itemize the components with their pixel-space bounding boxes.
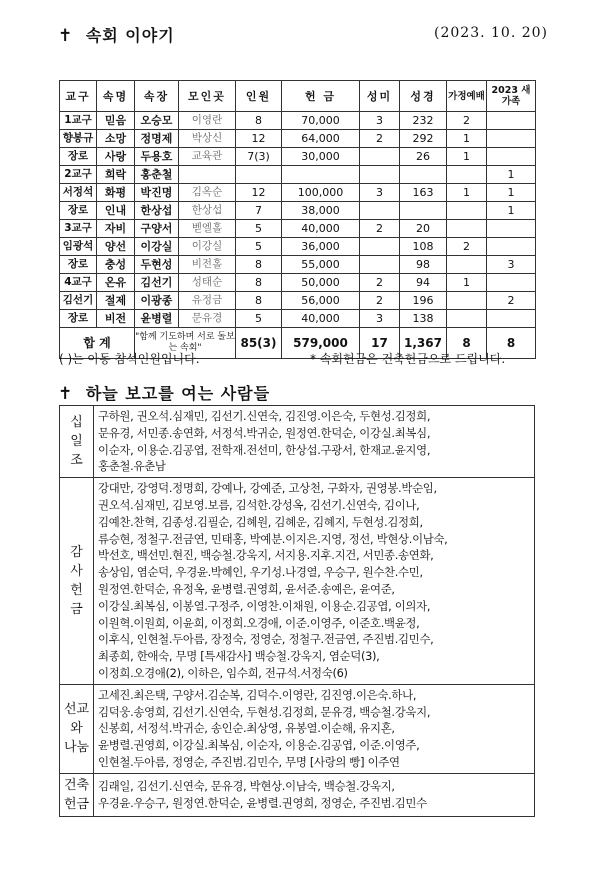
offering-amount: 64,000 <box>282 130 360 148</box>
donor-line: 송상임, 염순덕, 우경윤.박혜인, 우기성.나경열, 우승구, 원수찬.수민, <box>98 565 423 580</box>
meeting-place: 교육관 <box>179 148 236 166</box>
family-worship-count <box>447 166 487 184</box>
total-label: 합 계 <box>60 328 135 359</box>
rice-count: 3 <box>360 184 400 202</box>
donor-line: 원정연.한덕순, 유정옥, 윤병렬.권영희, 윤서준.송예은, 윤여준, <box>98 581 395 596</box>
offering-amount: 36,000 <box>282 238 360 256</box>
donor-line: 신봉희, 서정석.박귀순, 송인순.최상영, 유봉열.이순해, 유지혼, <box>98 721 395 736</box>
donor-line: 구하원, 권오석.심재민, 김선기.신연숙, 김진영.이은숙, 두현성.김정희, <box>98 409 431 423</box>
children-note: ( )는 아동 참석인원입니다. <box>59 352 200 366</box>
donor-line: 이후식, 인현철.두아름, 장정숙, 정영순, 정철구.전금연, 주진범.김민수, <box>98 632 434 647</box>
donor-category-label <box>60 478 94 685</box>
family-worship-count <box>447 220 487 238</box>
meeting-place: 김옥순 <box>179 184 236 202</box>
donor-line: 인현철.두아름, 정영순, 주진범.김민수, 무명 [사랑의 빵] 이주연 <box>98 754 400 769</box>
category-char: 사 <box>70 563 83 579</box>
donor-line: 권오석.심재민, 김보영.보름, 김석한.강성옥, 김선기.신연숙, 김이나, <box>98 497 420 512</box>
category-char: 금 <box>70 601 83 617</box>
donor-names <box>94 478 535 685</box>
leader-name: 두용호 <box>135 148 179 166</box>
leader-name: 구양서 <box>135 220 179 238</box>
category-char: 감 <box>70 544 83 560</box>
meeting-place: 이영란 <box>179 112 236 130</box>
column-header: 속명 <box>97 81 135 112</box>
family-worship-count <box>447 202 487 220</box>
meeting-place: 유정금 <box>179 292 236 310</box>
new-family-count: 2 <box>487 292 536 310</box>
cross-icon: ✝ <box>58 384 74 404</box>
rice-count <box>360 166 400 184</box>
district-cell: 장로 <box>60 310 97 328</box>
section-title-donors <box>58 381 270 404</box>
column-header: 인원 <box>236 81 282 112</box>
donor-line: 강대만, 강영덕.정명희, 강예나, 강예준, 고상천, 구화자, 권영봉.박순임, <box>98 481 437 496</box>
donor-line: 김덕웅.송영희, 김선기.신연숙, 두현성.김정희, 문유경, 백승철.강욱지, <box>98 704 431 719</box>
rice-count: 3 <box>360 310 400 328</box>
district-cell: 장로 <box>60 256 97 274</box>
table-row <box>60 202 536 220</box>
group-name: 자비 <box>97 220 135 238</box>
table-row <box>60 220 536 238</box>
group-name: 희락 <box>97 166 135 184</box>
meeting-place: 문유경 <box>179 310 236 328</box>
donor-category-row <box>60 406 535 478</box>
table-row <box>60 238 536 256</box>
attendance: 8 <box>236 112 282 130</box>
section-title-meetings <box>58 23 175 46</box>
family-worship-count <box>447 292 487 310</box>
district-cell: 장로 <box>60 148 97 166</box>
family-worship-count: 1 <box>447 184 487 202</box>
donor-line: 김래일, 김선기.신연숙, 문유경, 박현상.이남숙, 백승철.강욱지, <box>98 778 395 793</box>
column-header: 속장 <box>135 81 179 112</box>
meeting-table-header <box>60 81 536 112</box>
offering-amount: 56,000 <box>282 292 360 310</box>
column-header: 헌 금 <box>282 81 360 112</box>
district-cell: 서정석 <box>60 184 97 202</box>
section-title-text: 하늘 보고를 여는 사람들 <box>85 384 271 403</box>
attendance: 12 <box>236 184 282 202</box>
new-family-count <box>487 220 536 238</box>
report-date: (2023. 10. 20) <box>434 25 548 41</box>
donor-line: 우경윤.우승구, 원정연.한덕순, 윤병렬.권영희, 정영순, 주진범.김민수 <box>98 795 427 810</box>
district-cell: 김선기 <box>60 292 97 310</box>
new-family-count: 1 <box>487 184 536 202</box>
column-header: 가정예배 <box>447 81 487 112</box>
bible-count: 138 <box>400 310 447 328</box>
meeting-place <box>179 166 236 184</box>
donor-line: 고세진.최은택, 구양서.김순복, 김덕수.이영란, 김진영.이은숙.하나, <box>98 687 417 702</box>
table-row <box>60 274 536 292</box>
meeting-place: 비전홀 <box>179 256 236 274</box>
category-char: 헌금 <box>63 796 90 812</box>
donor-category-label <box>60 406 94 478</box>
leader-name: 이광종 <box>135 292 179 310</box>
attendance: 7(3) <box>236 148 282 166</box>
bible-count: 98 <box>400 256 447 274</box>
donor-line: 윤병렬.권영희, 이강실.최복심, 이순자, 이용순.김공엽, 이준.이영주, <box>98 738 420 753</box>
leader-name: 박진명 <box>135 184 179 202</box>
donor-line: 이순자, 이용순.김공엽, 전학재.전선미, 한상섭.구광서, 한재교.윤지영, <box>98 442 431 457</box>
table-row <box>60 184 536 202</box>
bible-count: 26 <box>400 148 447 166</box>
rice-count <box>360 256 400 274</box>
offering-amount: 40,000 <box>282 310 360 328</box>
leader-name: 두현성 <box>135 256 179 274</box>
group-name: 양선 <box>97 238 135 256</box>
table-row <box>60 256 536 274</box>
table-row <box>60 166 536 184</box>
rice-count <box>360 148 400 166</box>
donor-line: 최종희, 한애숙, 무명 [특새감사] 백승철.강욱지, 염순덕(3), <box>98 649 380 664</box>
table-row <box>60 310 536 328</box>
attendance: 5 <box>236 310 282 328</box>
category-char: 와 <box>70 721 83 737</box>
meeting-report-table <box>59 80 536 359</box>
group-name: 온유 <box>97 274 135 292</box>
offering-amount: 100,000 <box>282 184 360 202</box>
category-char: 선교 <box>63 702 90 718</box>
offering-amount <box>282 166 360 184</box>
leader-name: 오승모 <box>135 112 179 130</box>
meeting-place: 이강실 <box>179 238 236 256</box>
attendance: 12 <box>236 130 282 148</box>
table-row <box>60 112 536 130</box>
leader-name: 김선기 <box>135 274 179 292</box>
leader-name: 이강실 <box>135 238 179 256</box>
rice-count: 2 <box>360 274 400 292</box>
family-worship-count: 1 <box>447 274 487 292</box>
table-row <box>60 148 536 166</box>
column-header: 교구 <box>60 81 97 112</box>
group-name: 절제 <box>97 292 135 310</box>
group-name: 소망 <box>97 130 135 148</box>
donor-names <box>94 773 535 816</box>
leader-name: 한상섭 <box>135 202 179 220</box>
donor-category-label <box>60 773 94 816</box>
meeting-place: 벧엘홀 <box>179 220 236 238</box>
table-row <box>60 292 536 310</box>
bible-count: 20 <box>400 220 447 238</box>
attendance: 5 <box>236 238 282 256</box>
district-cell: 1교구 <box>60 112 97 130</box>
new-family-count: 1 <box>487 202 536 220</box>
attendance <box>236 166 282 184</box>
bible-count <box>400 202 447 220</box>
group-name: 비전 <box>97 310 135 328</box>
new-family-count <box>487 238 536 256</box>
offering-amount: 55,000 <box>282 256 360 274</box>
new-family-count <box>487 274 536 292</box>
total-family-worship: 8 <box>447 328 487 359</box>
cross-icon: ✝ <box>58 26 74 46</box>
meeting-place: 한상섭 <box>179 202 236 220</box>
bible-count: 163 <box>400 184 447 202</box>
offering-amount: 38,000 <box>282 202 360 220</box>
bible-count <box>400 166 447 184</box>
attendance: 5 <box>236 220 282 238</box>
donor-line: 문유경, 서민종.송연화, 서정석.박귀순, 원정연.한덕순, 이강실.최복심, <box>98 425 431 440</box>
category-char: 헌 <box>70 582 83 598</box>
donor-line: 홍춘철.유춘남 <box>98 459 166 474</box>
table-row <box>60 130 536 148</box>
donor-table <box>59 405 535 817</box>
offering-amount: 40,000 <box>282 220 360 238</box>
donor-names <box>94 406 535 478</box>
column-header: 성경 <box>400 81 447 112</box>
family-worship-count <box>447 310 487 328</box>
donor-line: 이정희.오경애(2), 이하은, 임수희, 전규석.서정숙(6) <box>98 665 348 680</box>
donor-line: 이원혁.이원희, 이윤희, 이정희.오경애, 이준.이영주, 이준호.백윤정, <box>98 615 420 630</box>
bible-count: 108 <box>400 238 447 256</box>
family-worship-count <box>447 256 487 274</box>
district-cell: 임광석 <box>60 238 97 256</box>
new-family-count <box>487 310 536 328</box>
donor-category-label <box>60 684 94 773</box>
offering-amount: 70,000 <box>282 112 360 130</box>
group-name: 충성 <box>97 256 135 274</box>
district-cell: 장로 <box>60 202 97 220</box>
donor-line: 이강실.최복심, 이봉열.구정주, 이영찬.이채원, 이용순.김공엽, 이의자, <box>98 598 431 613</box>
donor-category-row <box>60 478 535 685</box>
column-header: 성미 <box>360 81 400 112</box>
category-char: 십 <box>70 415 83 431</box>
category-char: 일 <box>70 434 83 450</box>
donor-category-row <box>60 684 535 773</box>
new-family-count <box>487 148 536 166</box>
category-char: 나눔 <box>63 740 90 756</box>
group-name: 화평 <box>97 184 135 202</box>
offering-note: * 속회헌금은 건축헌금으로 드립니다. <box>310 352 506 366</box>
offering-amount: 30,000 <box>282 148 360 166</box>
rice-count: 2 <box>360 292 400 310</box>
new-family-count <box>487 130 536 148</box>
offering-amount: 50,000 <box>282 274 360 292</box>
leader-name: 홍춘철 <box>135 166 179 184</box>
bible-count: 232 <box>400 112 447 130</box>
rice-count: 2 <box>360 220 400 238</box>
district-cell: 향봉규 <box>60 130 97 148</box>
total-motto: "함께 기도하며 서로 돌보는 속회" <box>135 328 236 359</box>
new-family-count: 1 <box>487 166 536 184</box>
group-name: 인내 <box>97 202 135 220</box>
family-worship-count: 1 <box>447 148 487 166</box>
district-cell: 4교구 <box>60 274 97 292</box>
district-cell: 3교구 <box>60 220 97 238</box>
family-worship-count: 2 <box>447 238 487 256</box>
donor-category-row <box>60 773 535 816</box>
bible-count: 196 <box>400 292 447 310</box>
rice-count: 2 <box>360 130 400 148</box>
meeting-place: 성태순 <box>179 274 236 292</box>
district-cell: 2교구 <box>60 166 97 184</box>
category-char: 조 <box>70 453 83 469</box>
donor-line: 박선호, 백선민.현진, 백승철.강욱지, 서지용.지후.지건, 서민종.송연화, <box>98 548 434 563</box>
bible-count: 292 <box>400 130 447 148</box>
donor-names <box>94 684 535 773</box>
attendance: 7 <box>236 202 282 220</box>
rice-count: 3 <box>360 112 400 130</box>
bible-count: 94 <box>400 274 447 292</box>
total-new-family: 8 <box>487 328 536 359</box>
total-offering: 579,000 <box>282 328 360 359</box>
meeting-place: 박상신 <box>179 130 236 148</box>
rice-count <box>360 202 400 220</box>
category-char: 건축 <box>63 777 90 793</box>
leader-name: 정명제 <box>135 130 179 148</box>
section-title-text: 속회 이야기 <box>85 26 175 45</box>
donor-line: 김예찬.찬혁, 김종성.김필순, 김혜원, 김혜운, 김혜지, 두현성.김정희, <box>98 514 423 529</box>
family-worship-count: 2 <box>447 112 487 130</box>
donor-line: 류승현, 정철구.전금연, 민태홍, 박예분.이지은.지영, 정선, 박현상.이남숙, <box>98 531 448 546</box>
family-worship-count: 1 <box>447 130 487 148</box>
column-header: 2023 새가족 <box>487 81 536 112</box>
new-family-count <box>487 112 536 130</box>
attendance: 8 <box>236 256 282 274</box>
group-name: 사랑 <box>97 148 135 166</box>
total-attendance: 85(3) <box>236 328 282 359</box>
new-family-count: 3 <box>487 256 536 274</box>
column-header: 모인곳 <box>179 81 236 112</box>
attendance: 8 <box>236 274 282 292</box>
leader-name: 윤병렬 <box>135 310 179 328</box>
rice-count <box>360 238 400 256</box>
group-name: 믿음 <box>97 112 135 130</box>
total-rice: 17 <box>360 328 400 359</box>
attendance: 8 <box>236 292 282 310</box>
total-bible: 1,367 <box>400 328 447 359</box>
